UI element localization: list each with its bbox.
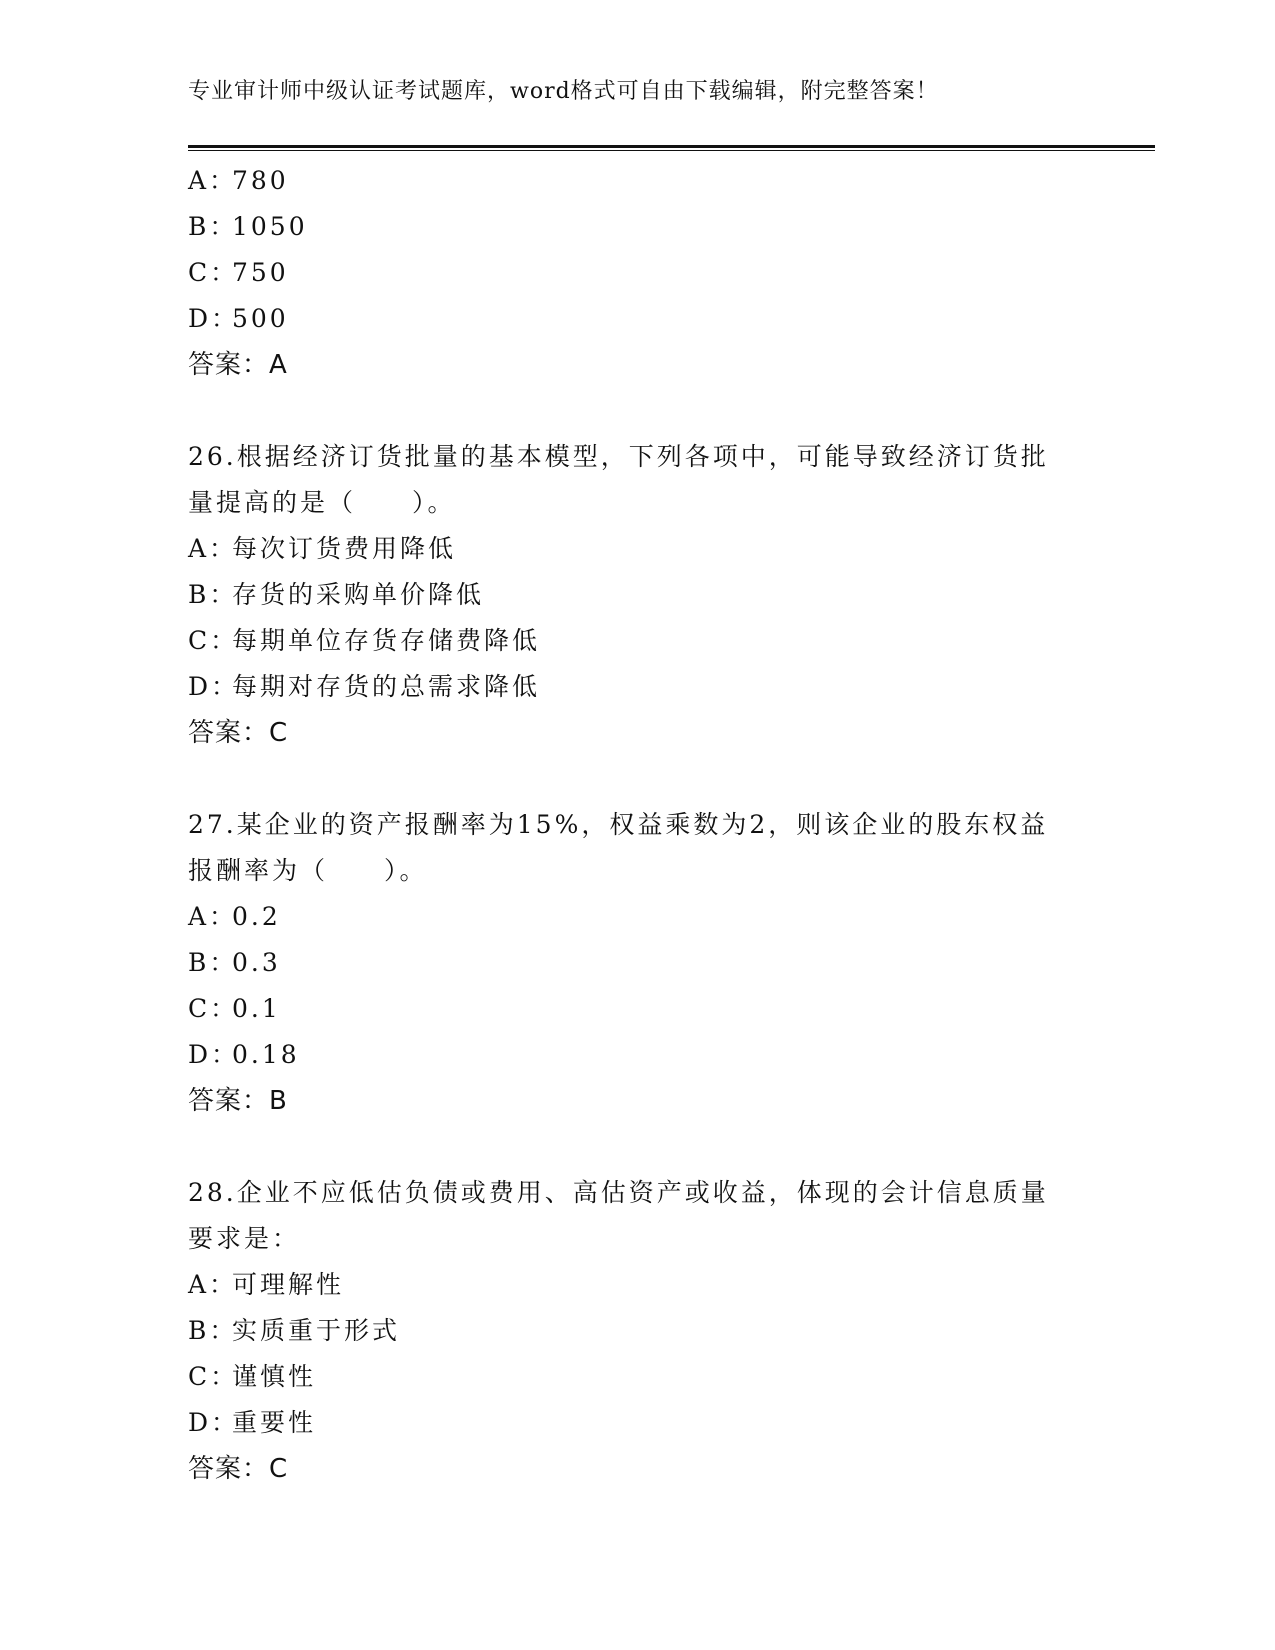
option-text: 谨慎性	[232, 1362, 317, 1391]
spacer	[188, 388, 1088, 434]
option-label: C：	[188, 626, 239, 655]
option-text: 0.1	[232, 994, 281, 1023]
question-stem: 28.企业不应低估负债或费用、高估资产或收益，体现的会计信息质量	[188, 1178, 1049, 1207]
option-text: 1050	[232, 212, 308, 241]
option-text: 0.3	[232, 948, 281, 977]
option-text: 重要性	[232, 1408, 317, 1437]
option-text: 每期单位存货存储费降低	[232, 626, 541, 655]
option-d	[188, 1400, 1088, 1446]
option-b	[188, 940, 1088, 986]
answer-line: 答案：C	[188, 718, 289, 748]
option-text: 0.18	[232, 1040, 300, 1069]
option-text: 750	[232, 258, 289, 287]
question-26	[188, 434, 1088, 756]
option-label: C：	[188, 1362, 239, 1391]
option-label: A：	[188, 166, 238, 195]
option-text: 存货的采购单价降低	[232, 580, 485, 609]
option-c	[188, 986, 1088, 1032]
question-28	[188, 1170, 1088, 1492]
option-a	[188, 894, 1088, 940]
option-b	[188, 1308, 1088, 1354]
option-label: D：	[188, 1040, 240, 1069]
option-label: D：	[188, 304, 240, 333]
option-label: B：	[188, 1316, 238, 1345]
option-text: 0.2	[232, 902, 281, 931]
option-label: A：	[188, 534, 238, 563]
question-stem-continued: 要求是：	[188, 1224, 301, 1253]
option-label: C：	[188, 994, 239, 1023]
answer-line: 答案：A	[188, 350, 288, 380]
answer-line: 答案：B	[188, 1086, 288, 1116]
header-divider	[188, 145, 1155, 151]
option-a	[188, 1262, 1088, 1308]
question-stem-continued: 量提高的是（ ）。	[188, 488, 456, 517]
option-d	[188, 1032, 1088, 1078]
option-text: 实质重于形式	[232, 1316, 401, 1345]
option-label: D：	[188, 672, 240, 701]
spacer	[188, 756, 1088, 802]
question-27	[188, 802, 1088, 1124]
option-d	[188, 664, 1088, 710]
option-label: B：	[188, 948, 238, 977]
option-label: A：	[188, 1270, 238, 1299]
page-content	[188, 158, 1088, 1492]
option-label: D：	[188, 1408, 240, 1437]
option-text: 每期对存货的总需求降低	[232, 672, 541, 701]
answer-line: 答案：C	[188, 1454, 289, 1484]
option-text: 500	[232, 304, 289, 333]
question-stem: 26.根据经济订货批量的基本模型，下列各项中，可能导致经济订货批	[188, 442, 1049, 471]
option-c	[188, 618, 1088, 664]
option-text: 每次订货费用降低	[232, 534, 457, 563]
option-text: 可理解性	[232, 1270, 345, 1299]
question-stem-continued: 报酬率为（ ）。	[188, 856, 428, 885]
option-label: A：	[188, 902, 238, 931]
question-stem: 27.某企业的资产报酬率为15%，权益乘数为2，则该企业的股东权益	[188, 810, 1049, 839]
option-b	[188, 204, 1088, 250]
option-c	[188, 250, 1088, 296]
option-label: B：	[188, 212, 238, 241]
spacer	[188, 1124, 1088, 1170]
option-d	[188, 296, 1088, 342]
option-label: C：	[188, 258, 239, 287]
option-a	[188, 526, 1088, 572]
page-header: 专业审计师中级认证考试题库，word格式可自由下载编辑，附完整答案！	[188, 79, 939, 104]
option-label: B：	[188, 580, 238, 609]
previous-question	[188, 158, 1088, 388]
option-c	[188, 1354, 1088, 1400]
option-b	[188, 572, 1088, 618]
option-text: 780	[232, 166, 289, 195]
option-a	[188, 158, 1088, 204]
